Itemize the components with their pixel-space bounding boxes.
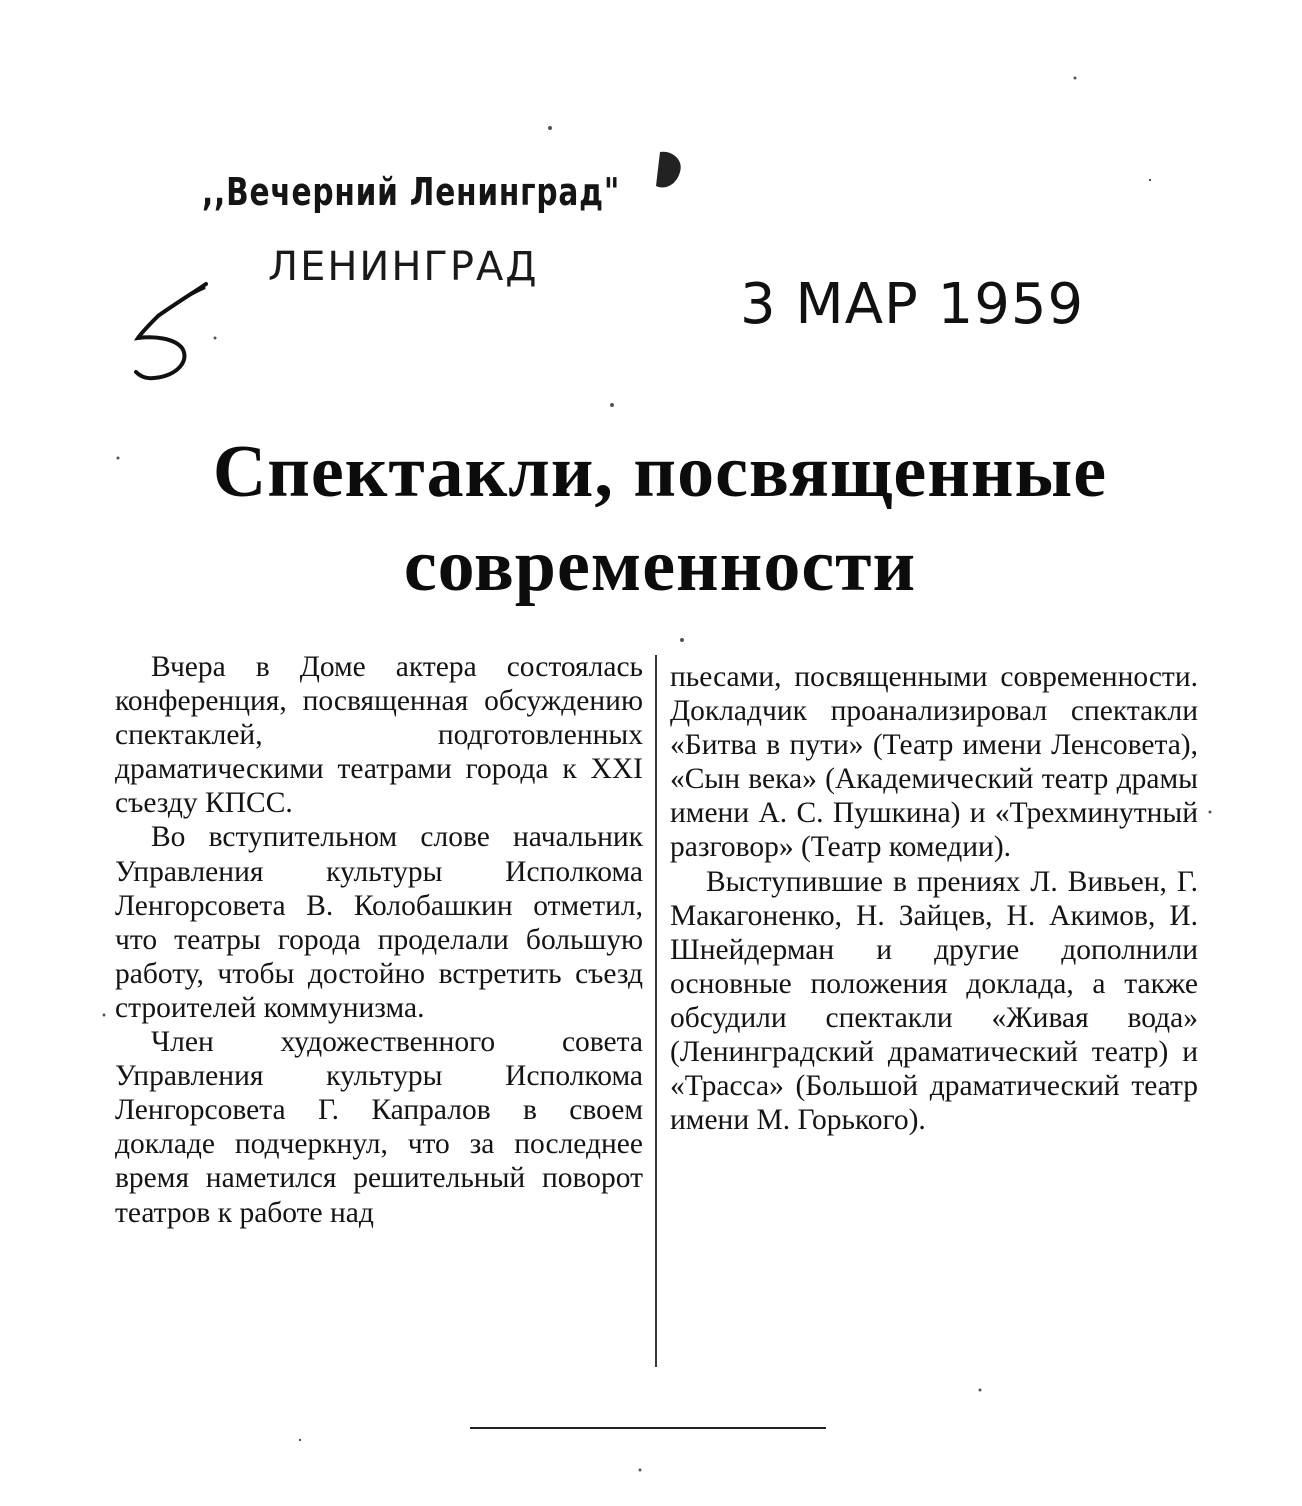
article-headline: Спектакли, посвященные современности: [212, 431, 1108, 607]
city-stamp: ЛЕНИНГРАД: [268, 244, 539, 290]
column-divider: [655, 655, 657, 1367]
newspaper-name-stamp: ,,Вечерний Ленинград": [202, 170, 621, 214]
article-paragraph: пьесами, посвященными современности. Докладчик проанализировал спектакли «Битва в пути» (Театр имени Ленсовета), «Сын века» (Академический театр драмы имени А. С. Пушкина) и «Трехминутный разговор» (Театр комедии).: [670, 661, 1198, 864]
closing-rule: [470, 1427, 826, 1429]
article-paragraph: Член художественного совета Управления культуры Исполкома Ленгорсовета Г. Капралов в своем докладе подчеркнул, что за последнее время наметился решительный поворот театров к работе над: [115, 1026, 643, 1229]
article-paragraph: Во вступительном слове начальник Управления культуры Исполкома Ленгорсовета В. Колобашкин отметил, что театры города проделали большую работу, чтобы достойно встретить съезд строителей коммунизма.: [115, 821, 643, 1024]
article-paragraph: Выступившие в прениях Л. Вивьен, Г. Макагоненко, Н. Зайцев, Н. Акимов, И. Шнейдерман и другие дополнили основные положения доклада, а также обсудили спектакли «Живая вода» (Ленинградский драматический театр) и «Трасса» (Большой драматический театр имени М. Горького).: [670, 865, 1198, 1137]
article-column-left: [115, 650, 643, 1230]
handwritten-number-mark: [128, 276, 218, 386]
article-paragraph: Вчера в Доме актера состоялась конференция, посвященная обсуждению спектаклей, подготовленных драматическими театрами города к XXI съезду КПСС.: [115, 651, 643, 820]
article-column-right: [670, 660, 1198, 1137]
date-stamp: 3 МАР 1959: [740, 272, 1085, 337]
